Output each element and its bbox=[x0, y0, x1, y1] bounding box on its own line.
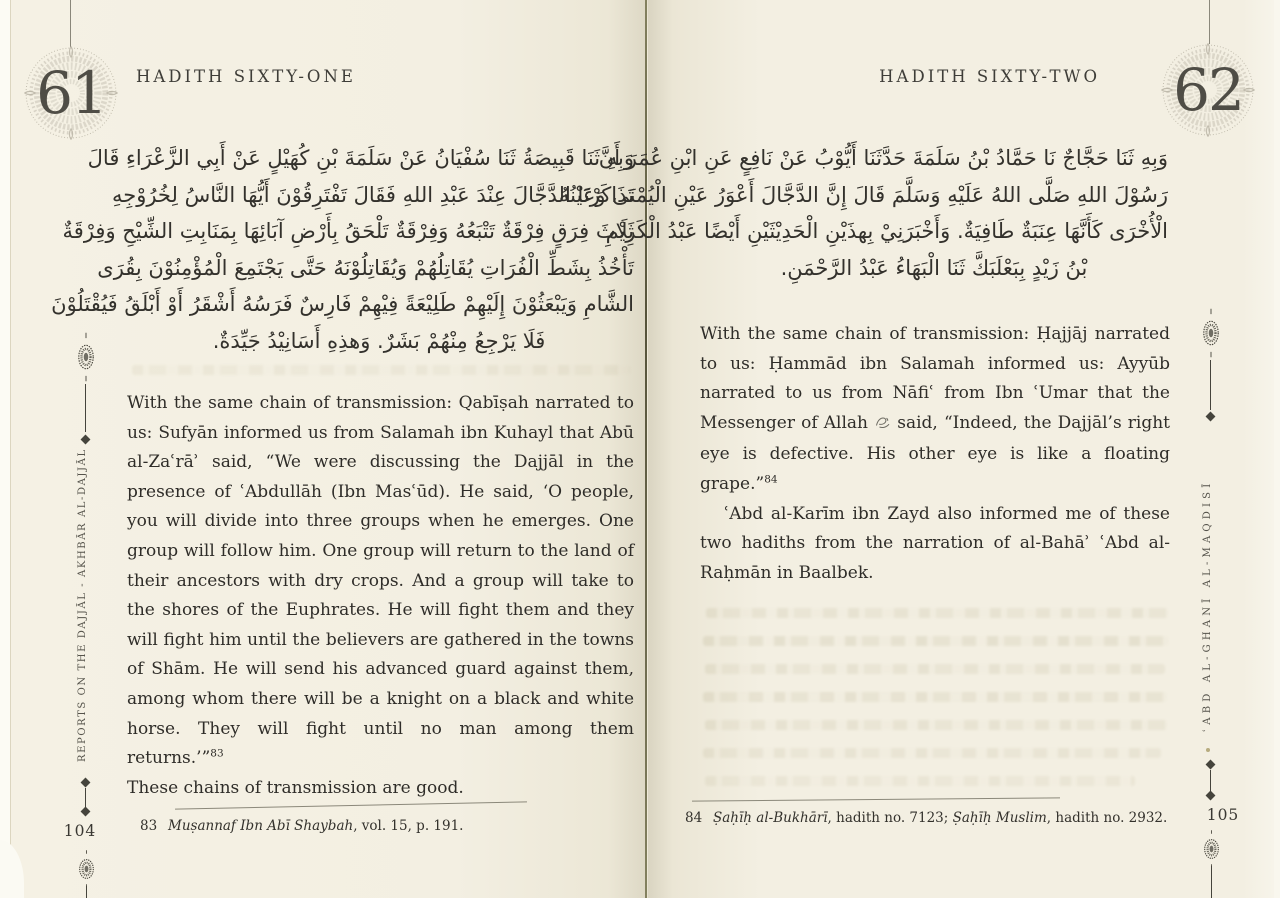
margin-dot bbox=[1206, 748, 1210, 752]
page-bleed-through bbox=[703, 692, 1167, 702]
english-translation bbox=[127, 389, 634, 803]
arabic-line: الشَّامِ وَيَبْعَثُوْنَ إِلَيْهِمْ طَلِيْعَةً فِيْهِمْ فَارِسٌ فَرَسُهُ أَشْقَرُ أَوْ أَبْلَقُ فَيُقْتَلُوْنَ bbox=[51, 292, 634, 316]
arabic-text-block bbox=[558, 140, 1168, 286]
chapter-number: 62 bbox=[1173, 56, 1243, 124]
page-bleed-through bbox=[705, 664, 1165, 674]
page-title: HADITH SIXTY-TWO bbox=[879, 67, 1100, 86]
chapter-medallion bbox=[1159, 41, 1257, 139]
english-translation bbox=[700, 320, 1170, 588]
running-author-right: ʿABD AL-GHANĪ AL-MAQDISĪ bbox=[1202, 479, 1213, 732]
arabic-text-block bbox=[51, 140, 634, 359]
translation-paragraph: ʿAbd al-Karīm ibn Zayd also informed me of these two hadiths from the narration of al-Bahāʾ ʿAbd al-Raḥmān in Baalbek. bbox=[700, 503, 1170, 583]
page-number: 105 bbox=[1206, 806, 1240, 824]
margin-rosette-icon bbox=[78, 850, 95, 888]
translation-text: With the same chain of transmission: Ḥajjāj narrated to us: Ḥammād ibn Salamah informed us: Ayyūb narrated to us from Nāfiʿ from Ibn ʿUmar that the Messenger of Allah bbox=[700, 324, 1170, 433]
grading-line: These chains of transmission are good. bbox=[127, 777, 464, 798]
chapter-number: 61 bbox=[36, 59, 106, 127]
footnote-source-detail: , vol. 15, p. 191. bbox=[353, 818, 464, 834]
pbuh-calligraphy-icon bbox=[874, 411, 891, 441]
running-title-left: REPORTS ON THE DAJJĀL - AKHBĀR AL-DAJJĀL bbox=[77, 448, 88, 762]
footnote bbox=[685, 810, 1167, 826]
scan-edge-right bbox=[1274, 0, 1280, 898]
arabic-line: رَسُوْلَ اللهِ صَلَّى اللهُ عَلَيْهِ وَسَلَّمَ قَالَ إِنَّ الدَّجَّالَ أَعْوَرُ عَيْنِ الْيُمْنَى وَعَيْنُهُ bbox=[558, 182, 1168, 207]
arabic-line: الْأُخْرَى كَأَنَّهَا عِنَبَةٌ طَافِيَةٌ. وَأَخْبَرَنِيْ بِهذَيْنِ الْحَدِيْثَيْنِ أَيْضًا عَبْدُ الْكَرِيْمِ bbox=[605, 219, 1168, 243]
page-bleed-through bbox=[703, 636, 1169, 646]
book-gutter bbox=[645, 0, 647, 898]
margin-rule bbox=[1211, 866, 1212, 898]
arabic-line: ثَلَاثَ فِرَقٍ فِرْقَةٌ تَتْبَعُهُ وَفِرْقَةٌ تَلْحَقُ بِأَرْضِ آبَائِهَا بِمَنَابِتِ الشِّيْحِ وَفِرْقَةٌ bbox=[62, 219, 634, 243]
footnote-marker: 84 bbox=[764, 473, 778, 486]
medallion-hanging-line bbox=[70, 0, 71, 47]
translation-paragraph bbox=[700, 320, 1170, 500]
margin-rule bbox=[85, 788, 86, 808]
arabic-line: فَلَا يَرْجِعُ مِنْهُمْ بَشَرٌ. وَهذِهِ أَسَانِيْدُ جَيِّدَةٌ. bbox=[212, 328, 546, 353]
translation-text: With the same chain of transmission: Qabīṣah narrated to us: Sufyān informed us from Salamah ibn Kuhayl that Abū al-Zaʿrāʾ said, “We were discussing the Dajjāl in the presence of ʿAbdullāh (Ibn Masʿūd). He said, ‘O people, you will divide into three groups when he emerges. One group will follow him. One group will return to the land of their ancestors with dry crops. And a group will take to the shores of the Euphrates. He will fight them and they will fight him until the believers are gathered in the towns of Shām. He will send his advanced guard against them, among whom there will be a knight on a black and white horse. They will fight until no man among them returns.’” bbox=[127, 393, 634, 769]
footnote-source-detail: , hadith no. 2932. bbox=[1046, 810, 1168, 826]
arabic-line: وَبِهِ ثَنَا حَجَّاجٌ نَا حَمَّادُ بْنُ سَلَمَةَ حَدَّثَنَا أَيُّوْبُ عَنْ نَافِعٍ عَنِ ابْنِ عُمَرَ أَنَّ bbox=[598, 146, 1168, 170]
footnote-marker: 83 bbox=[210, 747, 224, 760]
arabic-line: تَأْخُذُ بِشَطِّ الْفُرَاتِ يُقَاتِلُهُمْ وَيُقَاتِلُوْنَهُ حَتَّى يَجْتَمِعَ الْمُؤْمِنُوْنَ بِقُرَى bbox=[97, 255, 634, 280]
footnote-source-detail: , hadith no. 7123; bbox=[827, 810, 953, 826]
footnote-number: 83 bbox=[140, 818, 158, 834]
margin-rosette-icon bbox=[1203, 830, 1220, 868]
footnote-source-title: Ṣaḥīḥ al-Bukhārī bbox=[713, 810, 828, 826]
footnote-source-title: Muṣannaf Ibn Abī Shaybah bbox=[168, 818, 354, 834]
page-bleed-through bbox=[703, 748, 1161, 758]
margin-rosette-icon bbox=[77, 332, 95, 382]
arabic-line: بْنُ زَيْدٍ بِبَعْلَبَكَّ ثَنَا الْبَهَاءُ عَبْدُ الرَّحْمَنِ. bbox=[780, 255, 1088, 280]
footnote-number: 84 bbox=[685, 810, 703, 826]
chapter-medallion bbox=[22, 44, 120, 142]
arabic-line: تَذَاكَرْنَا الدَّجَّالَ عِنْدَ عَبْدِ اللهِ فَقَالَ تَفْتَرِقُوْنَ أَيُّهَا النَّاسُ لِخُرُوْجِهِ bbox=[111, 182, 634, 207]
scan-edge-left bbox=[0, 0, 11, 898]
page-title: HADITH SIXTY-ONE bbox=[136, 67, 356, 86]
translation-text: said, “Indeed, the Dajjāl’s right eye is defective. His other eye is like a floating grape.” bbox=[700, 412, 1171, 494]
margin-rule bbox=[1210, 360, 1211, 410]
page-bleed-through bbox=[706, 608, 1168, 618]
translation-paragraph bbox=[127, 389, 634, 774]
footnote bbox=[140, 818, 463, 834]
page-bleed-through bbox=[705, 776, 1135, 786]
margin-rosette-icon bbox=[1202, 308, 1220, 358]
page-number: 104 bbox=[63, 822, 97, 840]
page-bleed-through bbox=[132, 365, 630, 375]
arabic-line: وَبِهِ ثَنَا قَبِيصَةُ ثَنَا سُفْيَانُ عَنْ سَلَمَةَ بْنِ كُهَيْلٍ عَنْ أَبِي الزَّعْرَاءِ قَالَ bbox=[87, 146, 634, 170]
margin-rule bbox=[86, 886, 87, 898]
footnote-source-title: Ṣaḥīḥ Muslim bbox=[952, 810, 1047, 826]
medallion-hanging-line bbox=[1209, 0, 1210, 44]
page-bleed-through bbox=[705, 720, 1167, 730]
margin-rule bbox=[85, 384, 86, 432]
margin-rule bbox=[1210, 770, 1211, 791]
